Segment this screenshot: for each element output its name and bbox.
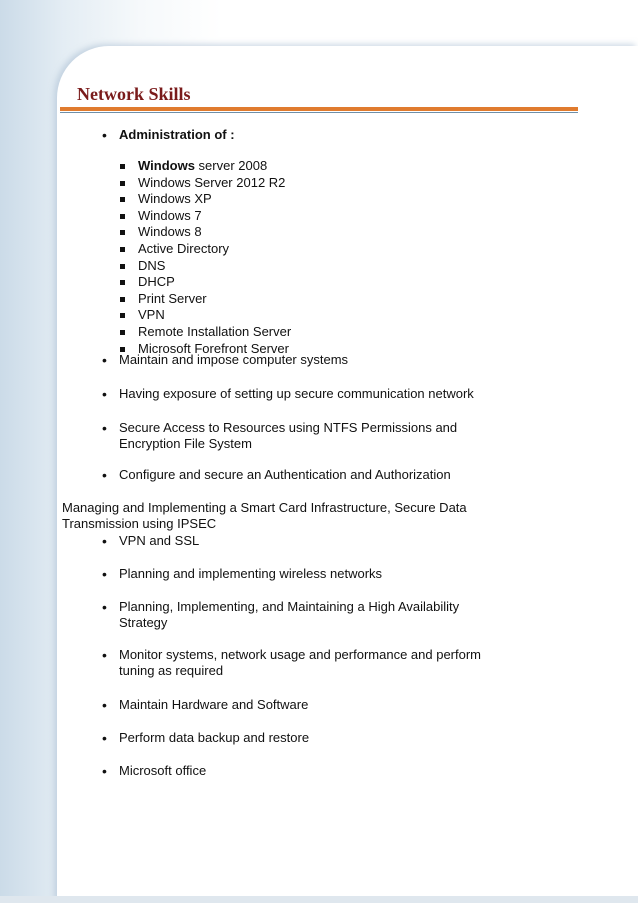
footer-strip: [0, 896, 638, 903]
paragraph-line: Transmission using IPSEC: [62, 516, 217, 531]
admin-item-text: Windows 7: [138, 207, 202, 223]
admin-item-bold: Windows: [138, 158, 195, 173]
square-bullet-icon: [120, 313, 125, 318]
skill-text: tuning as required: [119, 663, 224, 678]
section-title: Network Skills: [77, 84, 191, 104]
skill-text: Secure Access to Resources using NTFS Permissions and: [119, 420, 458, 435]
admin-item: [138, 241, 229, 257]
square-bullet-icon: [120, 181, 125, 186]
square-bullet-icon: [120, 164, 125, 169]
skill-text: Planning, Implementing, and Maintaining a High Availability: [119, 599, 460, 614]
bullet-icon: •: [102, 420, 107, 436]
admin-item-text: Remote Installation Server: [138, 324, 292, 339]
admin-item: [138, 274, 175, 290]
admin-item: [138, 208, 202, 224]
square-bullet-icon: [120, 214, 125, 219]
skill-text: Having exposure of setting up secure communication network: [119, 386, 474, 401]
admin-item-text: Windows XP: [138, 191, 212, 207]
skill-text: Microsoft office: [119, 763, 207, 778]
square-bullet-icon: [120, 297, 125, 302]
square-bullet-icon: [120, 230, 125, 235]
admin-item: [138, 291, 207, 307]
admin-item-text: Active Directory: [138, 241, 230, 256]
bullet-icon: •: [102, 352, 107, 368]
skill-text: Encryption File System: [119, 436, 252, 451]
admin-item: [138, 324, 291, 340]
bullet-icon: •: [102, 467, 107, 483]
bullet-icon: •: [102, 730, 107, 746]
admin-item: [138, 258, 165, 274]
paragraph-line: Managing and Implementing a Smart Card Infrastructure, Secure Data: [62, 500, 467, 515]
skill-text: Perform data backup and restore: [119, 730, 310, 745]
admin-item-text: Microsoft Forefront Server: [138, 340, 289, 356]
admin-item-text: Windows 8: [138, 224, 202, 240]
bullet-icon: •: [102, 566, 107, 582]
admin-item-text: DHCP: [138, 274, 175, 290]
admin-item-text: DNS: [138, 257, 166, 273]
admin-item: [138, 158, 267, 174]
bullet-icon: •: [102, 599, 107, 615]
bullet-icon: •: [102, 127, 107, 143]
square-bullet-icon: [120, 280, 125, 285]
bullet-icon: •: [102, 533, 107, 549]
title-underline-orange: [60, 107, 578, 111]
square-bullet-icon: [120, 247, 125, 252]
skill-text: Monitor systems, network usage and performance and perform: [119, 647, 482, 662]
skill-text: Maintain Hardware and Software: [119, 697, 309, 712]
square-bullet-icon: [120, 197, 125, 202]
skill-text: Maintain and impose computer systems: [119, 352, 349, 367]
admin-item-text: VPN: [138, 307, 165, 323]
skill-text: VPN and SSL: [119, 533, 200, 548]
title-underline-blue: [60, 112, 578, 113]
admin-item-text: Windows Server 2012 R2: [138, 174, 286, 190]
admin-item: [138, 224, 202, 240]
bullet-icon: •: [102, 647, 107, 663]
square-bullet-icon: [120, 264, 125, 269]
admin-item: [138, 307, 165, 323]
bullet-icon: •: [102, 697, 107, 713]
admin-item-text: Print Server: [138, 290, 207, 306]
admin-item: [138, 191, 212, 207]
square-bullet-icon: [120, 330, 125, 335]
bullet-icon: •: [102, 763, 107, 779]
bullet-icon: •: [102, 386, 107, 402]
admin-heading: Administration of :: [119, 127, 235, 142]
skill-text: Configure and secure an Authentication and Authorization: [119, 467, 451, 482]
skill-text: Planning and implementing wireless networks: [119, 566, 383, 581]
skill-text: Strategy: [119, 615, 168, 630]
admin-item: [138, 175, 285, 191]
admin-item-text: server 2008: [194, 158, 268, 173]
square-bullet-icon: [120, 347, 125, 352]
